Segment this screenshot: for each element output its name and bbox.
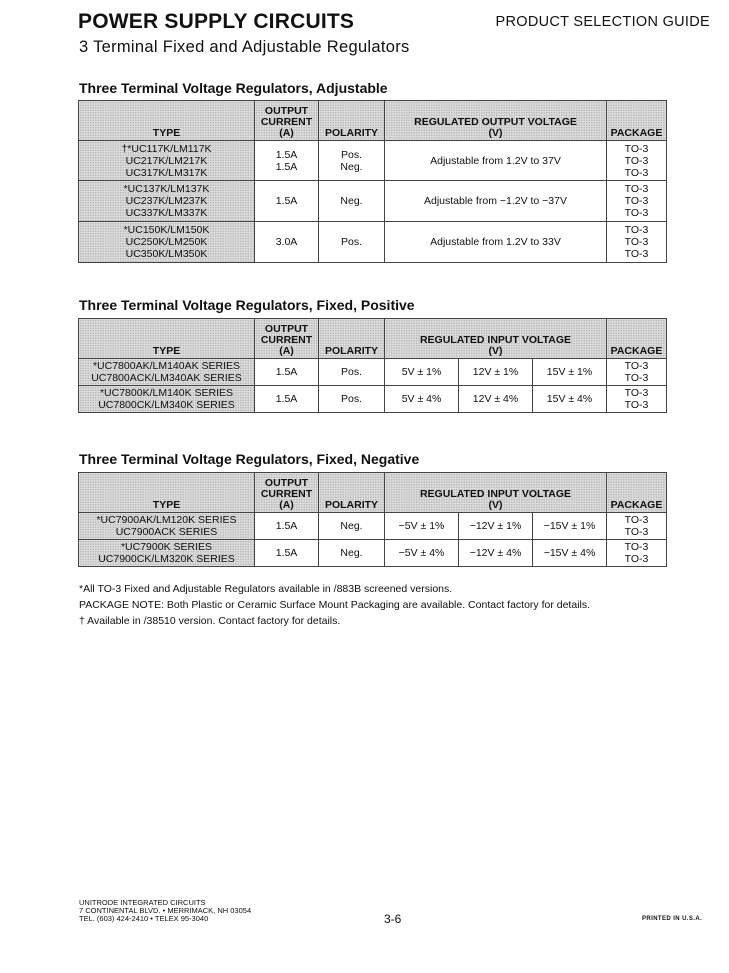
guide-label: PRODUCT SELECTION GUIDE bbox=[495, 14, 710, 30]
footer-company: UNITRODE INTEGRATED CIRCUITS bbox=[79, 898, 206, 907]
voltage-12v-cell: 12V ± 1% bbox=[459, 359, 533, 386]
footnote-package: PACKAGE NOTE: Both Plastic or Ceramic Surface Mount Packaging are available. Contact factory for details. bbox=[79, 599, 591, 611]
header-regulated-voltage: REGULATED INPUT VOLTAGE (V) bbox=[385, 319, 607, 359]
positive-table bbox=[78, 318, 667, 413]
header-package: PACKAGE bbox=[607, 473, 667, 513]
package-cell: TO-3 TO-3 TO-3 bbox=[607, 141, 667, 181]
current-cell: 1.5A bbox=[255, 513, 319, 540]
voltage-12v-cell: −12V ± 1% bbox=[459, 513, 533, 540]
negative-table bbox=[78, 472, 667, 567]
positive-section-title: Three Terminal Voltage Regulators, Fixed, Positive bbox=[79, 297, 415, 313]
footer-address-block bbox=[79, 899, 251, 923]
package-cell: TO-3 TO-3 TO-3 bbox=[607, 181, 667, 222]
header-polarity: POLARITY bbox=[319, 101, 385, 141]
voltage-5v-cell: 5V ± 1% bbox=[385, 359, 459, 386]
header-type: TYPE bbox=[79, 101, 255, 141]
current-cell: 1.5A 1.5A bbox=[255, 141, 319, 181]
page-title: POWER SUPPLY CIRCUITS bbox=[78, 10, 355, 33]
header-type: TYPE bbox=[79, 473, 255, 513]
polarity-cell: Pos. Neg. bbox=[319, 141, 385, 181]
voltage-cell: Adjustable from 1.2V to 33V bbox=[385, 222, 607, 263]
voltage-15v-cell: 15V ± 4% bbox=[533, 386, 607, 413]
table-row bbox=[79, 141, 667, 181]
type-cell: *UC7800AK/LM140AK SERIES UC7800ACK/LM340AK SERIES bbox=[79, 359, 255, 386]
polarity-cell: Pos. bbox=[319, 386, 385, 413]
current-cell: 3.0A bbox=[255, 222, 319, 263]
table-row bbox=[79, 222, 667, 263]
header-output-current: OUTPUT CURRENT (A) bbox=[255, 101, 319, 141]
table-header-row bbox=[79, 101, 667, 141]
voltage-5v-cell: −5V ± 1% bbox=[385, 513, 459, 540]
polarity-cell: Neg. bbox=[319, 540, 385, 567]
current-cell: 1.5A bbox=[255, 359, 319, 386]
voltage-15v-cell: 15V ± 1% bbox=[533, 359, 607, 386]
adjustable-section-title: Three Terminal Voltage Regulators, Adjustable bbox=[79, 80, 388, 96]
table-row bbox=[79, 513, 667, 540]
header-package: PACKAGE bbox=[607, 101, 667, 141]
package-cell: TO-3 TO-3 TO-3 bbox=[607, 222, 667, 263]
table-row bbox=[79, 181, 667, 222]
page-number: 3-6 bbox=[384, 912, 402, 926]
table-header-row bbox=[79, 319, 667, 359]
current-cell: 1.5A bbox=[255, 540, 319, 567]
header-polarity: POLARITY bbox=[319, 319, 385, 359]
voltage-12v-cell: −12V ± 4% bbox=[459, 540, 533, 567]
type-cell: *UC7800K/LM140K SERIES UC7800CK/LM340K SERIES bbox=[79, 386, 255, 413]
voltage-cell: Adjustable from −1.2V to −37V bbox=[385, 181, 607, 222]
header-regulated-voltage: REGULATED OUTPUT VOLTAGE (V) bbox=[385, 101, 607, 141]
adjustable-table bbox=[78, 100, 667, 263]
polarity-cell: Neg. bbox=[319, 513, 385, 540]
header-type: TYPE bbox=[79, 319, 255, 359]
footnote-screened: *All TO-3 Fixed and Adjustable Regulators available in /883B screened versions. bbox=[79, 583, 453, 595]
table-header-row bbox=[79, 473, 667, 513]
header-package: PACKAGE bbox=[607, 319, 667, 359]
type-cell: *UC7900AK/LM120K SERIES UC7900ACK SERIES bbox=[79, 513, 255, 540]
current-cell: 1.5A bbox=[255, 386, 319, 413]
header-output-current: OUTPUT CURRENT (A) bbox=[255, 473, 319, 513]
footer-phone: TEL. (603) 424-2410 • TELEX 95-3040 bbox=[79, 914, 209, 923]
voltage-15v-cell: −15V ± 4% bbox=[533, 540, 607, 567]
printed-in-usa: PRINTED IN U.S.A. bbox=[642, 916, 703, 922]
voltage-5v-cell: −5V ± 4% bbox=[385, 540, 459, 567]
table-row bbox=[79, 359, 667, 386]
negative-section-title: Three Terminal Voltage Regulators, Fixed, Negative bbox=[79, 451, 420, 467]
package-cell: TO-3 TO-3 bbox=[607, 386, 667, 413]
polarity-cell: Neg. bbox=[319, 181, 385, 222]
header-regulated-voltage: REGULATED INPUT VOLTAGE (V) bbox=[385, 473, 607, 513]
header-output-current: OUTPUT CURRENT (A) bbox=[255, 319, 319, 359]
package-cell: TO-3 TO-3 bbox=[607, 359, 667, 386]
type-cell: *UC150K/LM150K UC250K/LM250K UC350K/LM350K bbox=[79, 222, 255, 263]
table-row bbox=[79, 386, 667, 413]
package-cell: TO-3 TO-3 bbox=[607, 540, 667, 567]
page-subtitle: 3 Terminal Fixed and Adjustable Regulators bbox=[79, 38, 410, 56]
voltage-15v-cell: −15V ± 1% bbox=[533, 513, 607, 540]
type-cell: †*UC117K/LM117K UC217K/LM217K UC317K/LM317K bbox=[79, 141, 255, 181]
header-polarity: POLARITY bbox=[319, 473, 385, 513]
footer-address: 7 CONTINENTAL BLVD. • MERRIMACK, NH 03054 bbox=[79, 906, 252, 915]
type-cell: *UC137K/LM137K UC237K/LM237K UC337K/LM337K bbox=[79, 181, 255, 222]
polarity-cell: Pos. bbox=[319, 359, 385, 386]
current-cell: 1.5A bbox=[255, 181, 319, 222]
package-cell: TO-3 TO-3 bbox=[607, 513, 667, 540]
type-cell: *UC7900K SERIES UC7900CK/LM320K SERIES bbox=[79, 540, 255, 567]
polarity-cell: Pos. bbox=[319, 222, 385, 263]
table-row bbox=[79, 540, 667, 567]
voltage-cell: Adjustable from 1.2V to 37V bbox=[385, 141, 607, 181]
footnote-38510: † Available in /38510 version. Contact factory for details. bbox=[79, 615, 341, 627]
voltage-5v-cell: 5V ± 4% bbox=[385, 386, 459, 413]
voltage-12v-cell: 12V ± 4% bbox=[459, 386, 533, 413]
